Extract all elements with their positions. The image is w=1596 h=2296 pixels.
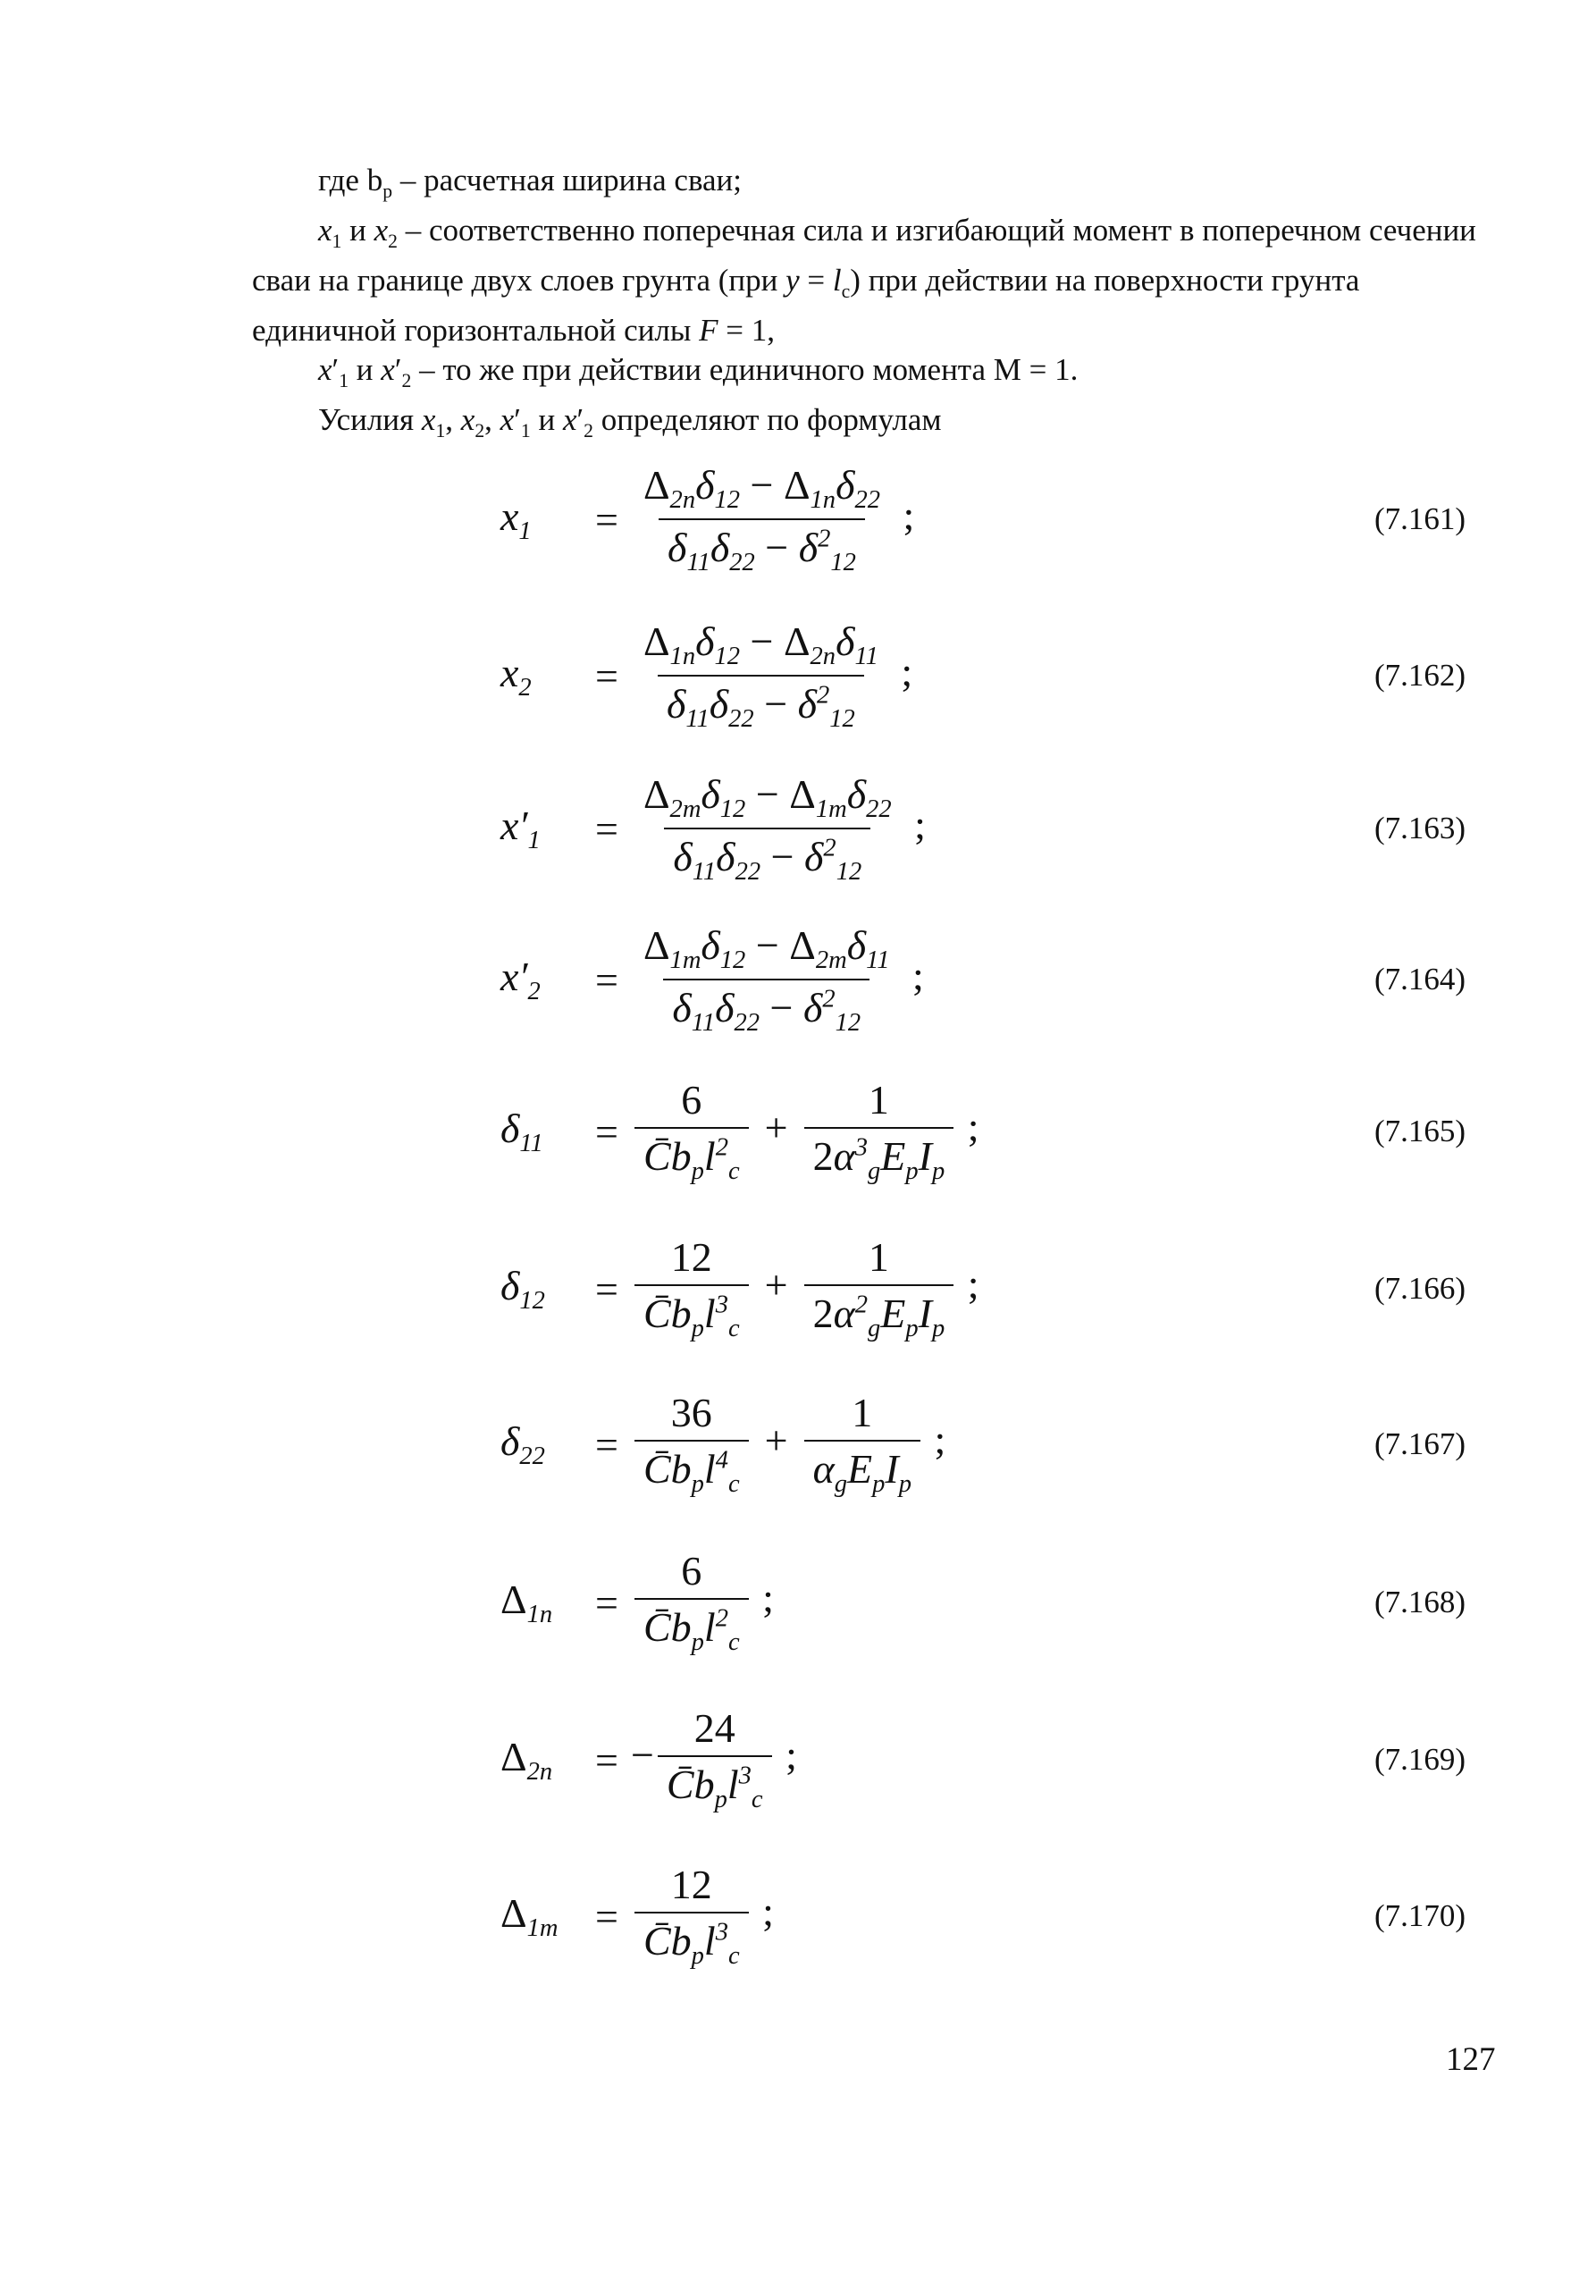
- paragraph-x1-x2: $x_1$ и $x_2$ – соответственно поперечная сила и изгибающий момент в поперечном сечении сваи на границе двух слоев грунта (при $y = l_c$) при действии на поверхности грунта единичной горизонтальной силы F = 1,: [252, 213, 1476, 348]
- equation-lhs: $x_1$: [500, 492, 532, 546]
- equation-7-165: [500, 1069, 1466, 1194]
- equation-7-162: [500, 613, 1466, 738]
- equals-sign: =: [595, 956, 618, 1003]
- equals-sign: =: [595, 805, 618, 852]
- equation-number: (7.161): [1373, 501, 1466, 536]
- equals-sign: =: [595, 1893, 618, 1939]
- equation-number: (7.167): [1373, 1426, 1466, 1461]
- equation-7-167: [500, 1382, 1466, 1507]
- equals-sign: =: [595, 496, 618, 542]
- equation-lhs: $\delta_{22}$: [500, 1417, 545, 1471]
- equation-rhs: $\frac{12}{C̄b_pl^3_c}$ ;: [631, 1861, 774, 1971]
- equation-rhs: $\frac{36}{C̄b_pl^4_c}$ + $\frac{1}{\alpha_gE_pI_p}$ ;: [631, 1389, 945, 1499]
- equals-sign: =: [595, 652, 618, 699]
- equation-lhs: $x_2$: [500, 649, 532, 702]
- equation-7-164: [500, 917, 1466, 1042]
- equation-rhs: $\frac{6}{C̄b_pl^2_c}$ ;: [631, 1547, 774, 1657]
- equation-7-169: [500, 1697, 1466, 1822]
- equals-sign: =: [595, 1421, 618, 1468]
- page-number: 127: [1446, 2041, 1496, 2078]
- paragraph-forces-intro: Усилия $x_1$, $x_2$, $x'_1$ и $x'_2$ определяют по формулам: [318, 402, 942, 442]
- paragraph-bp: где $b_р$ – расчетная ширина сваи;: [318, 163, 742, 202]
- intro-text: [252, 161, 1503, 450]
- equals-sign: =: [595, 1737, 618, 1783]
- equation-lhs: $\Delta_{1m}$: [500, 1889, 559, 1943]
- equals-sign: =: [595, 1579, 618, 1626]
- equation-7-161: [500, 457, 1466, 582]
- equation-rhs: $\frac{\Delta_{1n}\delta_{12} - \Delta_{2n}\delta_{11}}{\delta_{11}\delta_{22} - \delta^2_{12}}$ ;: [643, 618, 913, 734]
- equation-7-170: [500, 1854, 1466, 1979]
- equation-number: (7.165): [1373, 1114, 1466, 1148]
- equation-lhs: $\delta_{11}$: [500, 1105, 543, 1158]
- paragraph-x1p-x2p: $x'_1$ и $x'_2$ – то же при действии единичного момента M = 1.: [318, 352, 1079, 391]
- equation-rhs: − $\frac{24}{C̄b_pl^3_c}$ ;: [630, 1705, 797, 1814]
- equation-7-168: [500, 1540, 1466, 1665]
- equation-rhs: $\frac{\Delta_{2n}\delta_{12} - \Delta_{1n}\delta_{22}}{\delta_{11}\delta_{22} - \delta^2_{12}}$ ;: [643, 461, 915, 577]
- equals-sign: =: [595, 1266, 618, 1312]
- equation-number: (7.170): [1373, 1898, 1466, 1933]
- equation-number: (7.164): [1373, 962, 1466, 997]
- equation-7-166: [500, 1226, 1466, 1351]
- equation-lhs: $x'_2$: [500, 953, 541, 1006]
- equals-sign: =: [595, 1108, 618, 1155]
- equation-lhs: $\Delta_{2n}$: [500, 1733, 553, 1787]
- equation-rhs: $\frac{12}{C̄b_pl^3_c}$ + $\frac{1}{2\alpha^2_gE_pI_p}$ ;: [631, 1233, 979, 1343]
- equation-7-163: [500, 766, 1466, 891]
- equation-lhs: $\Delta_{1n}$: [500, 1576, 553, 1629]
- equation-number: (7.162): [1373, 658, 1466, 693]
- equation-lhs: $x'_1$: [500, 802, 541, 855]
- equation-rhs: $\frac{\Delta_{2m}\delta_{12} - \Delta_{1m}\delta_{22}}{\delta_{11}\delta_{22} - \delta^2_{12}}$ ;: [643, 770, 926, 887]
- equation-lhs: $\delta_{12}$: [500, 1262, 545, 1316]
- equation-number: (7.163): [1373, 811, 1466, 845]
- equation-number: (7.168): [1373, 1585, 1466, 1619]
- equation-number: (7.166): [1373, 1271, 1466, 1306]
- equation-rhs: $\frac{\Delta_{1m}\delta_{12} - \Delta_{2m}\delta_{11}}{\delta_{11}\delta_{22} - \delta^2_{12}}$ ;: [643, 921, 924, 1038]
- equation-number: (7.169): [1373, 1742, 1466, 1777]
- equation-rhs: $\frac{6}{C̄b_pl^2_c}$ + $\frac{1}{2\alpha^3_gE_pI_p}$ ;: [631, 1076, 979, 1186]
